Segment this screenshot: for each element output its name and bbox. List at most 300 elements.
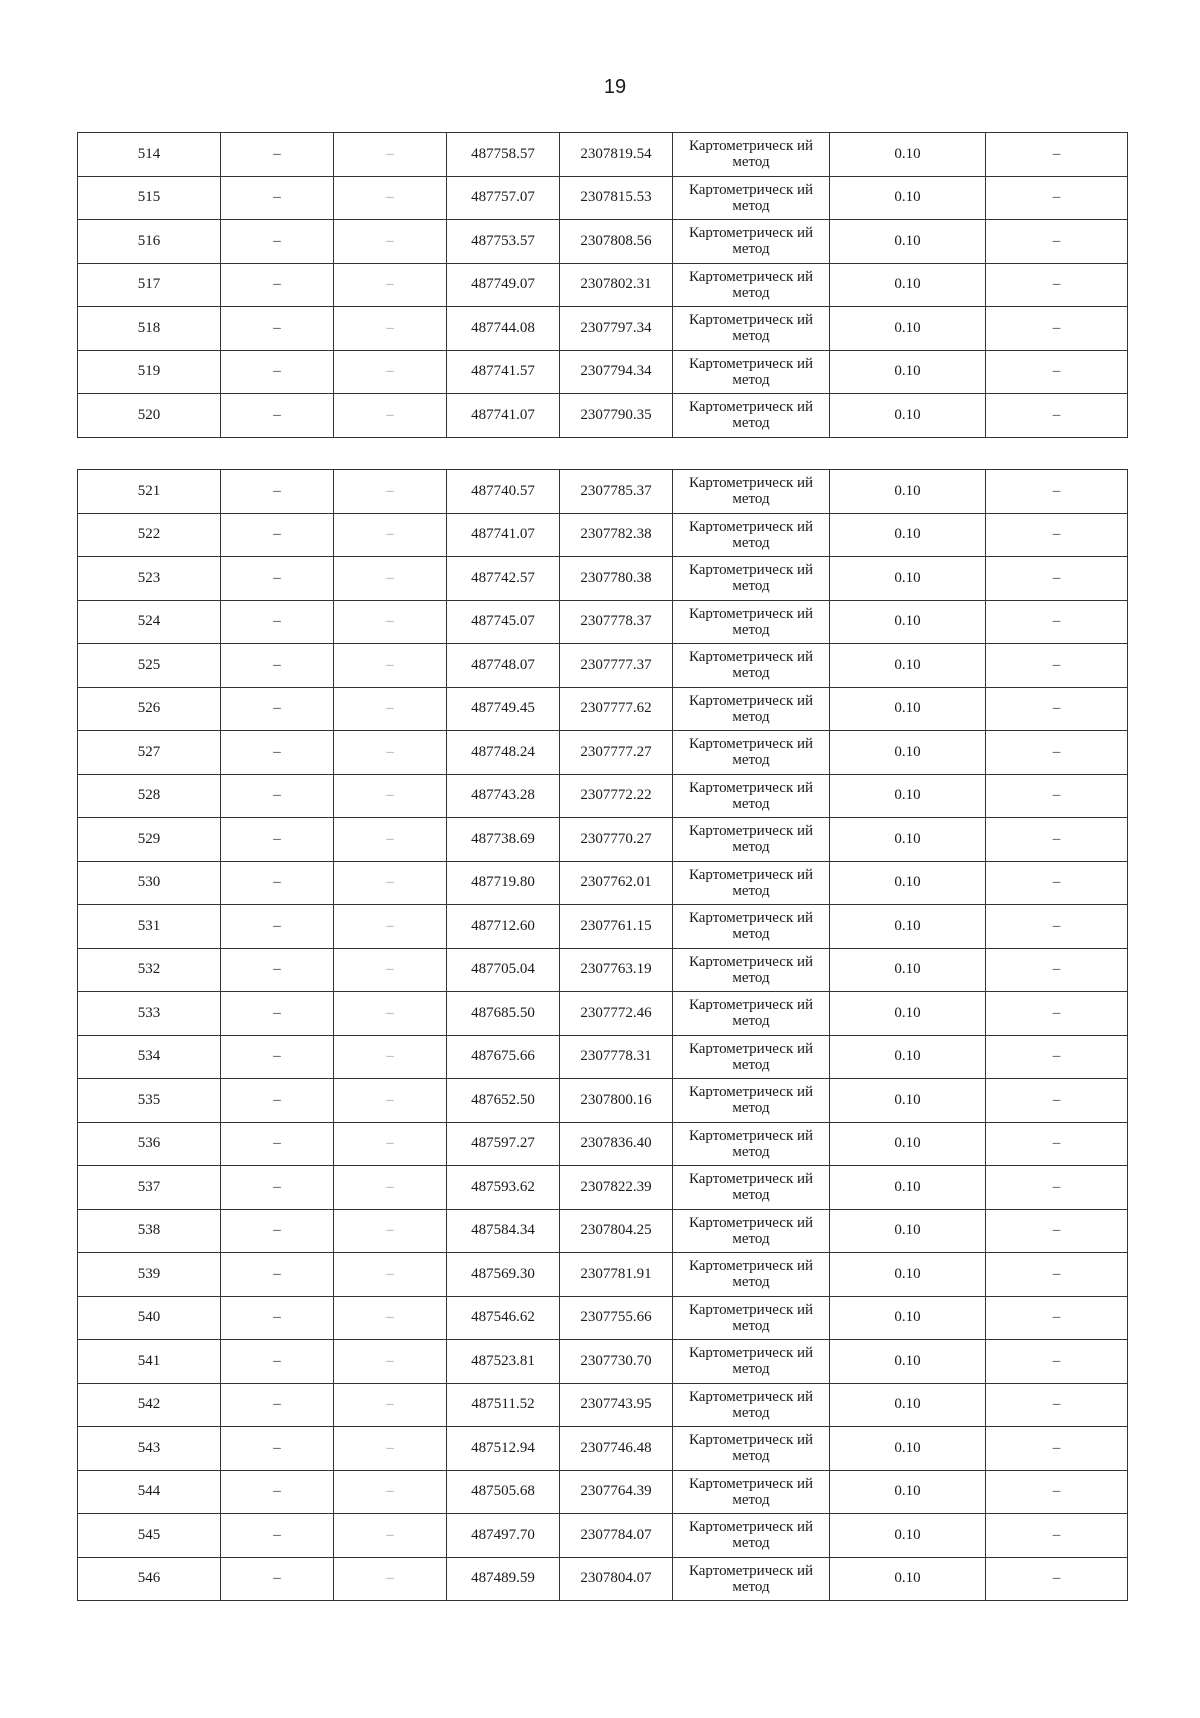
empty-value-cell: – <box>221 992 334 1036</box>
method-cell: Картометрическ ий метод <box>673 905 830 949</box>
point-number-cell: 541 <box>78 1340 221 1384</box>
empty-value-cell: – <box>221 307 334 351</box>
y-coordinate-cell: 2307755.66 <box>560 1296 673 1340</box>
method-cell: Картометрическ ий метод <box>673 1514 830 1558</box>
empty-value-cell: – <box>334 600 447 644</box>
empty-value-cell: – <box>334 1253 447 1297</box>
accuracy-cell: 0.10 <box>830 394 986 438</box>
empty-value-cell: – <box>221 1557 334 1601</box>
method-cell: Картометрическ ий метод <box>673 307 830 351</box>
empty-value-cell: – <box>334 263 447 307</box>
empty-value-cell: – <box>221 948 334 992</box>
method-cell: Картометрическ ий метод <box>673 1079 830 1123</box>
y-coordinate-cell: 2307777.37 <box>560 644 673 688</box>
y-coordinate-cell: 2307819.54 <box>560 133 673 177</box>
accuracy-cell: 0.10 <box>830 1035 986 1079</box>
accuracy-cell: 0.10 <box>830 1514 986 1558</box>
method-cell: Картометрическ ий метод <box>673 644 830 688</box>
point-number-cell: 517 <box>78 263 221 307</box>
empty-value-cell: – <box>986 861 1128 905</box>
x-coordinate-cell: 487741.07 <box>447 394 560 438</box>
y-coordinate-cell: 2307778.31 <box>560 1035 673 1079</box>
x-coordinate-cell: 487505.68 <box>447 1470 560 1514</box>
empty-value-cell: – <box>221 1514 334 1558</box>
table-row <box>78 1427 1128 1471</box>
accuracy-cell: 0.10 <box>830 818 986 862</box>
y-coordinate-cell: 2307764.39 <box>560 1470 673 1514</box>
point-number-cell: 515 <box>78 176 221 220</box>
method-cell: Картометрическ ий метод <box>673 350 830 394</box>
empty-value-cell: – <box>221 557 334 601</box>
x-coordinate-cell: 487712.60 <box>447 905 560 949</box>
empty-value-cell: – <box>334 220 447 264</box>
empty-value-cell: – <box>221 133 334 177</box>
empty-value-cell: – <box>221 1035 334 1079</box>
table-row <box>78 557 1128 601</box>
empty-value-cell: – <box>986 350 1128 394</box>
empty-value-cell: – <box>334 1209 447 1253</box>
y-coordinate-cell: 2307800.16 <box>560 1079 673 1123</box>
table-row <box>78 600 1128 644</box>
empty-value-cell: – <box>986 1557 1128 1601</box>
table-row <box>78 1383 1128 1427</box>
method-cell: Картометрическ ий метод <box>673 394 830 438</box>
empty-value-cell: – <box>221 394 334 438</box>
empty-value-cell: – <box>334 1166 447 1210</box>
empty-value-cell: – <box>334 557 447 601</box>
empty-value-cell: – <box>986 1470 1128 1514</box>
empty-value-cell: – <box>986 1296 1128 1340</box>
accuracy-cell: 0.10 <box>830 1253 986 1297</box>
empty-value-cell: – <box>221 905 334 949</box>
x-coordinate-cell: 487738.69 <box>447 818 560 862</box>
x-coordinate-cell: 487685.50 <box>447 992 560 1036</box>
method-cell: Картометрическ ий метод <box>673 470 830 514</box>
x-coordinate-cell: 487744.08 <box>447 307 560 351</box>
method-cell: Картометрическ ий метод <box>673 1035 830 1079</box>
y-coordinate-cell: 2307782.38 <box>560 513 673 557</box>
empty-value-cell: – <box>334 774 447 818</box>
method-cell: Картометрическ ий метод <box>673 1209 830 1253</box>
empty-value-cell: – <box>221 513 334 557</box>
table-row <box>78 1470 1128 1514</box>
accuracy-cell: 0.10 <box>830 774 986 818</box>
empty-value-cell: – <box>334 687 447 731</box>
x-coordinate-cell: 487584.34 <box>447 1209 560 1253</box>
empty-value-cell: – <box>334 644 447 688</box>
x-coordinate-cell: 487652.50 <box>447 1079 560 1123</box>
empty-value-cell: – <box>986 1427 1128 1471</box>
table-row <box>78 1035 1128 1079</box>
method-cell: Картометрическ ий метод <box>673 176 830 220</box>
point-number-cell: 540 <box>78 1296 221 1340</box>
empty-value-cell: – <box>334 513 447 557</box>
method-cell: Картометрическ ий метод <box>673 992 830 1036</box>
empty-value-cell: – <box>221 1253 334 1297</box>
empty-value-cell: – <box>986 644 1128 688</box>
y-coordinate-cell: 2307815.53 <box>560 176 673 220</box>
empty-value-cell: – <box>221 470 334 514</box>
x-coordinate-cell: 487569.30 <box>447 1253 560 1297</box>
empty-value-cell: – <box>986 687 1128 731</box>
table-row <box>78 687 1128 731</box>
accuracy-cell: 0.10 <box>830 350 986 394</box>
empty-value-cell: – <box>221 818 334 862</box>
table-row <box>78 1253 1128 1297</box>
method-cell: Картометрическ ий метод <box>673 1296 830 1340</box>
table-row <box>78 307 1128 351</box>
x-coordinate-cell: 487741.57 <box>447 350 560 394</box>
accuracy-cell: 0.10 <box>830 1470 986 1514</box>
table-row <box>78 176 1128 220</box>
point-number-cell: 516 <box>78 220 221 264</box>
empty-value-cell: – <box>221 600 334 644</box>
method-cell: Картометрическ ий метод <box>673 1427 830 1471</box>
accuracy-cell: 0.10 <box>830 731 986 775</box>
table-row <box>78 1340 1128 1384</box>
point-number-cell: 535 <box>78 1079 221 1123</box>
accuracy-cell: 0.10 <box>830 1209 986 1253</box>
point-number-cell: 523 <box>78 557 221 601</box>
point-number-cell: 528 <box>78 774 221 818</box>
table-row <box>78 774 1128 818</box>
accuracy-cell: 0.10 <box>830 1079 986 1123</box>
method-cell: Картометрическ ий метод <box>673 513 830 557</box>
point-number-cell: 527 <box>78 731 221 775</box>
empty-value-cell: – <box>221 220 334 264</box>
point-number-cell: 544 <box>78 1470 221 1514</box>
empty-value-cell: – <box>986 1209 1128 1253</box>
accuracy-cell: 0.10 <box>830 176 986 220</box>
y-coordinate-cell: 2307777.62 <box>560 687 673 731</box>
empty-value-cell: – <box>986 1166 1128 1210</box>
point-number-cell: 536 <box>78 1122 221 1166</box>
coordinates-table-1 <box>77 132 1128 438</box>
method-cell: Картометрическ ий метод <box>673 818 830 862</box>
method-cell: Картометрическ ий метод <box>673 1340 830 1384</box>
x-coordinate-cell: 487512.94 <box>447 1427 560 1471</box>
accuracy-cell: 0.10 <box>830 861 986 905</box>
empty-value-cell: – <box>334 176 447 220</box>
method-cell: Картометрическ ий метод <box>673 774 830 818</box>
empty-value-cell: – <box>986 948 1128 992</box>
empty-value-cell: – <box>221 861 334 905</box>
empty-value-cell: – <box>334 1514 447 1558</box>
point-number-cell: 514 <box>78 133 221 177</box>
empty-value-cell: – <box>221 1209 334 1253</box>
y-coordinate-cell: 2307822.39 <box>560 1166 673 1210</box>
empty-value-cell: – <box>221 1470 334 1514</box>
point-number-cell: 542 <box>78 1383 221 1427</box>
x-coordinate-cell: 487748.24 <box>447 731 560 775</box>
accuracy-cell: 0.10 <box>830 905 986 949</box>
table-row <box>78 1209 1128 1253</box>
empty-value-cell: – <box>986 176 1128 220</box>
table-row <box>78 263 1128 307</box>
empty-value-cell: – <box>221 176 334 220</box>
empty-value-cell: – <box>986 1253 1128 1297</box>
y-coordinate-cell: 2307780.38 <box>560 557 673 601</box>
table-row <box>78 992 1128 1036</box>
accuracy-cell: 0.10 <box>830 307 986 351</box>
y-coordinate-cell: 2307777.27 <box>560 731 673 775</box>
empty-value-cell: – <box>986 1383 1128 1427</box>
point-number-cell: 530 <box>78 861 221 905</box>
accuracy-cell: 0.10 <box>830 992 986 1036</box>
empty-value-cell: – <box>986 1340 1128 1384</box>
empty-value-cell: – <box>221 1383 334 1427</box>
point-number-cell: 518 <box>78 307 221 351</box>
empty-value-cell: – <box>986 1122 1128 1166</box>
method-cell: Картометрическ ий метод <box>673 731 830 775</box>
method-cell: Картометрическ ий метод <box>673 557 830 601</box>
accuracy-cell: 0.10 <box>830 1122 986 1166</box>
empty-value-cell: – <box>334 1557 447 1601</box>
point-number-cell: 543 <box>78 1427 221 1471</box>
x-coordinate-cell: 487705.04 <box>447 948 560 992</box>
table-row <box>78 818 1128 862</box>
empty-value-cell: – <box>221 687 334 731</box>
empty-value-cell: – <box>221 731 334 775</box>
empty-value-cell: – <box>334 948 447 992</box>
accuracy-cell: 0.10 <box>830 1340 986 1384</box>
empty-value-cell: – <box>986 992 1128 1036</box>
empty-value-cell: – <box>986 1079 1128 1123</box>
empty-value-cell: – <box>986 905 1128 949</box>
method-cell: Картометрическ ий метод <box>673 861 830 905</box>
x-coordinate-cell: 487745.07 <box>447 600 560 644</box>
x-coordinate-cell: 487749.45 <box>447 687 560 731</box>
table-row <box>78 948 1128 992</box>
empty-value-cell: – <box>221 1122 334 1166</box>
empty-value-cell: – <box>986 307 1128 351</box>
point-number-cell: 538 <box>78 1209 221 1253</box>
empty-value-cell: – <box>334 1383 447 1427</box>
accuracy-cell: 0.10 <box>830 557 986 601</box>
method-cell: Картометрическ ий метод <box>673 1253 830 1297</box>
accuracy-cell: 0.10 <box>830 1427 986 1471</box>
y-coordinate-cell: 2307762.01 <box>560 861 673 905</box>
y-coordinate-cell: 2307802.31 <box>560 263 673 307</box>
point-number-cell: 529 <box>78 818 221 862</box>
table-row <box>78 1557 1128 1601</box>
empty-value-cell: – <box>986 731 1128 775</box>
empty-value-cell: – <box>334 394 447 438</box>
y-coordinate-cell: 2307730.70 <box>560 1340 673 1384</box>
point-number-cell: 532 <box>78 948 221 992</box>
y-coordinate-cell: 2307804.07 <box>560 1557 673 1601</box>
empty-value-cell: – <box>334 1470 447 1514</box>
accuracy-cell: 0.10 <box>830 644 986 688</box>
point-number-cell: 521 <box>78 470 221 514</box>
x-coordinate-cell: 487743.28 <box>447 774 560 818</box>
empty-value-cell: – <box>221 1340 334 1384</box>
x-coordinate-cell: 487511.52 <box>447 1383 560 1427</box>
empty-value-cell: – <box>221 774 334 818</box>
table-row <box>78 644 1128 688</box>
point-number-cell: 525 <box>78 644 221 688</box>
empty-value-cell: – <box>334 1122 447 1166</box>
x-coordinate-cell: 487489.59 <box>447 1557 560 1601</box>
y-coordinate-cell: 2307790.35 <box>560 394 673 438</box>
x-coordinate-cell: 487740.57 <box>447 470 560 514</box>
y-coordinate-cell: 2307808.56 <box>560 220 673 264</box>
x-coordinate-cell: 487523.81 <box>447 1340 560 1384</box>
empty-value-cell: – <box>334 905 447 949</box>
point-number-cell: 519 <box>78 350 221 394</box>
table-row <box>78 1122 1128 1166</box>
accuracy-cell: 0.10 <box>830 1383 986 1427</box>
empty-value-cell: – <box>221 1079 334 1123</box>
method-cell: Картометрическ ий метод <box>673 948 830 992</box>
point-number-cell: 524 <box>78 600 221 644</box>
page-number: 19 <box>603 76 627 98</box>
point-number-cell: 520 <box>78 394 221 438</box>
table-row <box>78 350 1128 394</box>
table-row <box>78 1079 1128 1123</box>
method-cell: Картометрическ ий метод <box>673 1383 830 1427</box>
accuracy-cell: 0.10 <box>830 220 986 264</box>
coordinates-table-2 <box>77 469 1128 1601</box>
empty-value-cell: – <box>334 1296 447 1340</box>
empty-value-cell: – <box>334 1079 447 1123</box>
x-coordinate-cell: 487675.66 <box>447 1035 560 1079</box>
method-cell: Картометрическ ий метод <box>673 687 830 731</box>
y-coordinate-cell: 2307781.91 <box>560 1253 673 1297</box>
empty-value-cell: – <box>986 470 1128 514</box>
point-number-cell: 539 <box>78 1253 221 1297</box>
y-coordinate-cell: 2307743.95 <box>560 1383 673 1427</box>
table-row <box>78 220 1128 264</box>
method-cell: Картометрическ ий метод <box>673 263 830 307</box>
x-coordinate-cell: 487593.62 <box>447 1166 560 1210</box>
empty-value-cell: – <box>334 992 447 1036</box>
empty-value-cell: – <box>221 263 334 307</box>
empty-value-cell: – <box>986 513 1128 557</box>
empty-value-cell: – <box>221 1166 334 1210</box>
y-coordinate-cell: 2307772.22 <box>560 774 673 818</box>
accuracy-cell: 0.10 <box>830 1296 986 1340</box>
accuracy-cell: 0.10 <box>830 470 986 514</box>
empty-value-cell: – <box>986 1514 1128 1558</box>
accuracy-cell: 0.10 <box>830 948 986 992</box>
empty-value-cell: – <box>334 133 447 177</box>
table-row <box>78 905 1128 949</box>
point-number-cell: 537 <box>78 1166 221 1210</box>
table-row <box>78 1514 1128 1558</box>
accuracy-cell: 0.10 <box>830 263 986 307</box>
empty-value-cell: – <box>221 644 334 688</box>
point-number-cell: 526 <box>78 687 221 731</box>
accuracy-cell: 0.10 <box>830 1166 986 1210</box>
point-number-cell: 533 <box>78 992 221 1036</box>
accuracy-cell: 0.10 <box>830 513 986 557</box>
x-coordinate-cell: 487749.07 <box>447 263 560 307</box>
x-coordinate-cell: 487741.07 <box>447 513 560 557</box>
empty-value-cell: – <box>986 600 1128 644</box>
x-coordinate-cell: 487719.80 <box>447 861 560 905</box>
y-coordinate-cell: 2307746.48 <box>560 1427 673 1471</box>
empty-value-cell: – <box>221 1296 334 1340</box>
empty-value-cell: – <box>986 394 1128 438</box>
y-coordinate-cell: 2307804.25 <box>560 1209 673 1253</box>
empty-value-cell: – <box>334 350 447 394</box>
y-coordinate-cell: 2307797.34 <box>560 307 673 351</box>
empty-value-cell: – <box>986 263 1128 307</box>
table-row <box>78 133 1128 177</box>
accuracy-cell: 0.10 <box>830 687 986 731</box>
empty-value-cell: – <box>334 1035 447 1079</box>
empty-value-cell: – <box>221 350 334 394</box>
point-number-cell: 522 <box>78 513 221 557</box>
empty-value-cell: – <box>334 1427 447 1471</box>
table-row <box>78 1296 1128 1340</box>
method-cell: Картометрическ ий метод <box>673 1122 830 1166</box>
method-cell: Картометрическ ий метод <box>673 600 830 644</box>
empty-value-cell: – <box>334 1340 447 1384</box>
empty-value-cell: – <box>334 307 447 351</box>
x-coordinate-cell: 487753.57 <box>447 220 560 264</box>
empty-value-cell: – <box>334 731 447 775</box>
table-row <box>78 394 1128 438</box>
x-coordinate-cell: 487497.70 <box>447 1514 560 1558</box>
y-coordinate-cell: 2307785.37 <box>560 470 673 514</box>
point-number-cell: 531 <box>78 905 221 949</box>
empty-value-cell: – <box>986 133 1128 177</box>
empty-value-cell: – <box>334 861 447 905</box>
table-row <box>78 861 1128 905</box>
method-cell: Картометрическ ий метод <box>673 1470 830 1514</box>
point-number-cell: 545 <box>78 1514 221 1558</box>
x-coordinate-cell: 487748.07 <box>447 644 560 688</box>
method-cell: Картометрическ ий метод <box>673 1166 830 1210</box>
empty-value-cell: – <box>986 557 1128 601</box>
empty-value-cell: – <box>221 1427 334 1471</box>
table-row <box>78 731 1128 775</box>
x-coordinate-cell: 487758.57 <box>447 133 560 177</box>
accuracy-cell: 0.10 <box>830 600 986 644</box>
empty-value-cell: – <box>334 818 447 862</box>
table-row <box>78 513 1128 557</box>
accuracy-cell: 0.10 <box>830 1557 986 1601</box>
empty-value-cell: – <box>986 220 1128 264</box>
method-cell: Картометрическ ий метод <box>673 220 830 264</box>
y-coordinate-cell: 2307836.40 <box>560 1122 673 1166</box>
y-coordinate-cell: 2307763.19 <box>560 948 673 992</box>
x-coordinate-cell: 487546.62 <box>447 1296 560 1340</box>
x-coordinate-cell: 487757.07 <box>447 176 560 220</box>
y-coordinate-cell: 2307770.27 <box>560 818 673 862</box>
y-coordinate-cell: 2307778.37 <box>560 600 673 644</box>
table-row <box>78 470 1128 514</box>
y-coordinate-cell: 2307794.34 <box>560 350 673 394</box>
y-coordinate-cell: 2307784.07 <box>560 1514 673 1558</box>
empty-value-cell: – <box>986 1035 1128 1079</box>
point-number-cell: 546 <box>78 1557 221 1601</box>
accuracy-cell: 0.10 <box>830 133 986 177</box>
y-coordinate-cell: 2307761.15 <box>560 905 673 949</box>
point-number-cell: 534 <box>78 1035 221 1079</box>
x-coordinate-cell: 487597.27 <box>447 1122 560 1166</box>
method-cell: Картометрическ ий метод <box>673 133 830 177</box>
x-coordinate-cell: 487742.57 <box>447 557 560 601</box>
table-row <box>78 1166 1128 1210</box>
empty-value-cell: – <box>986 774 1128 818</box>
y-coordinate-cell: 2307772.46 <box>560 992 673 1036</box>
method-cell: Картометрическ ий метод <box>673 1557 830 1601</box>
empty-value-cell: – <box>986 818 1128 862</box>
empty-value-cell: – <box>334 470 447 514</box>
